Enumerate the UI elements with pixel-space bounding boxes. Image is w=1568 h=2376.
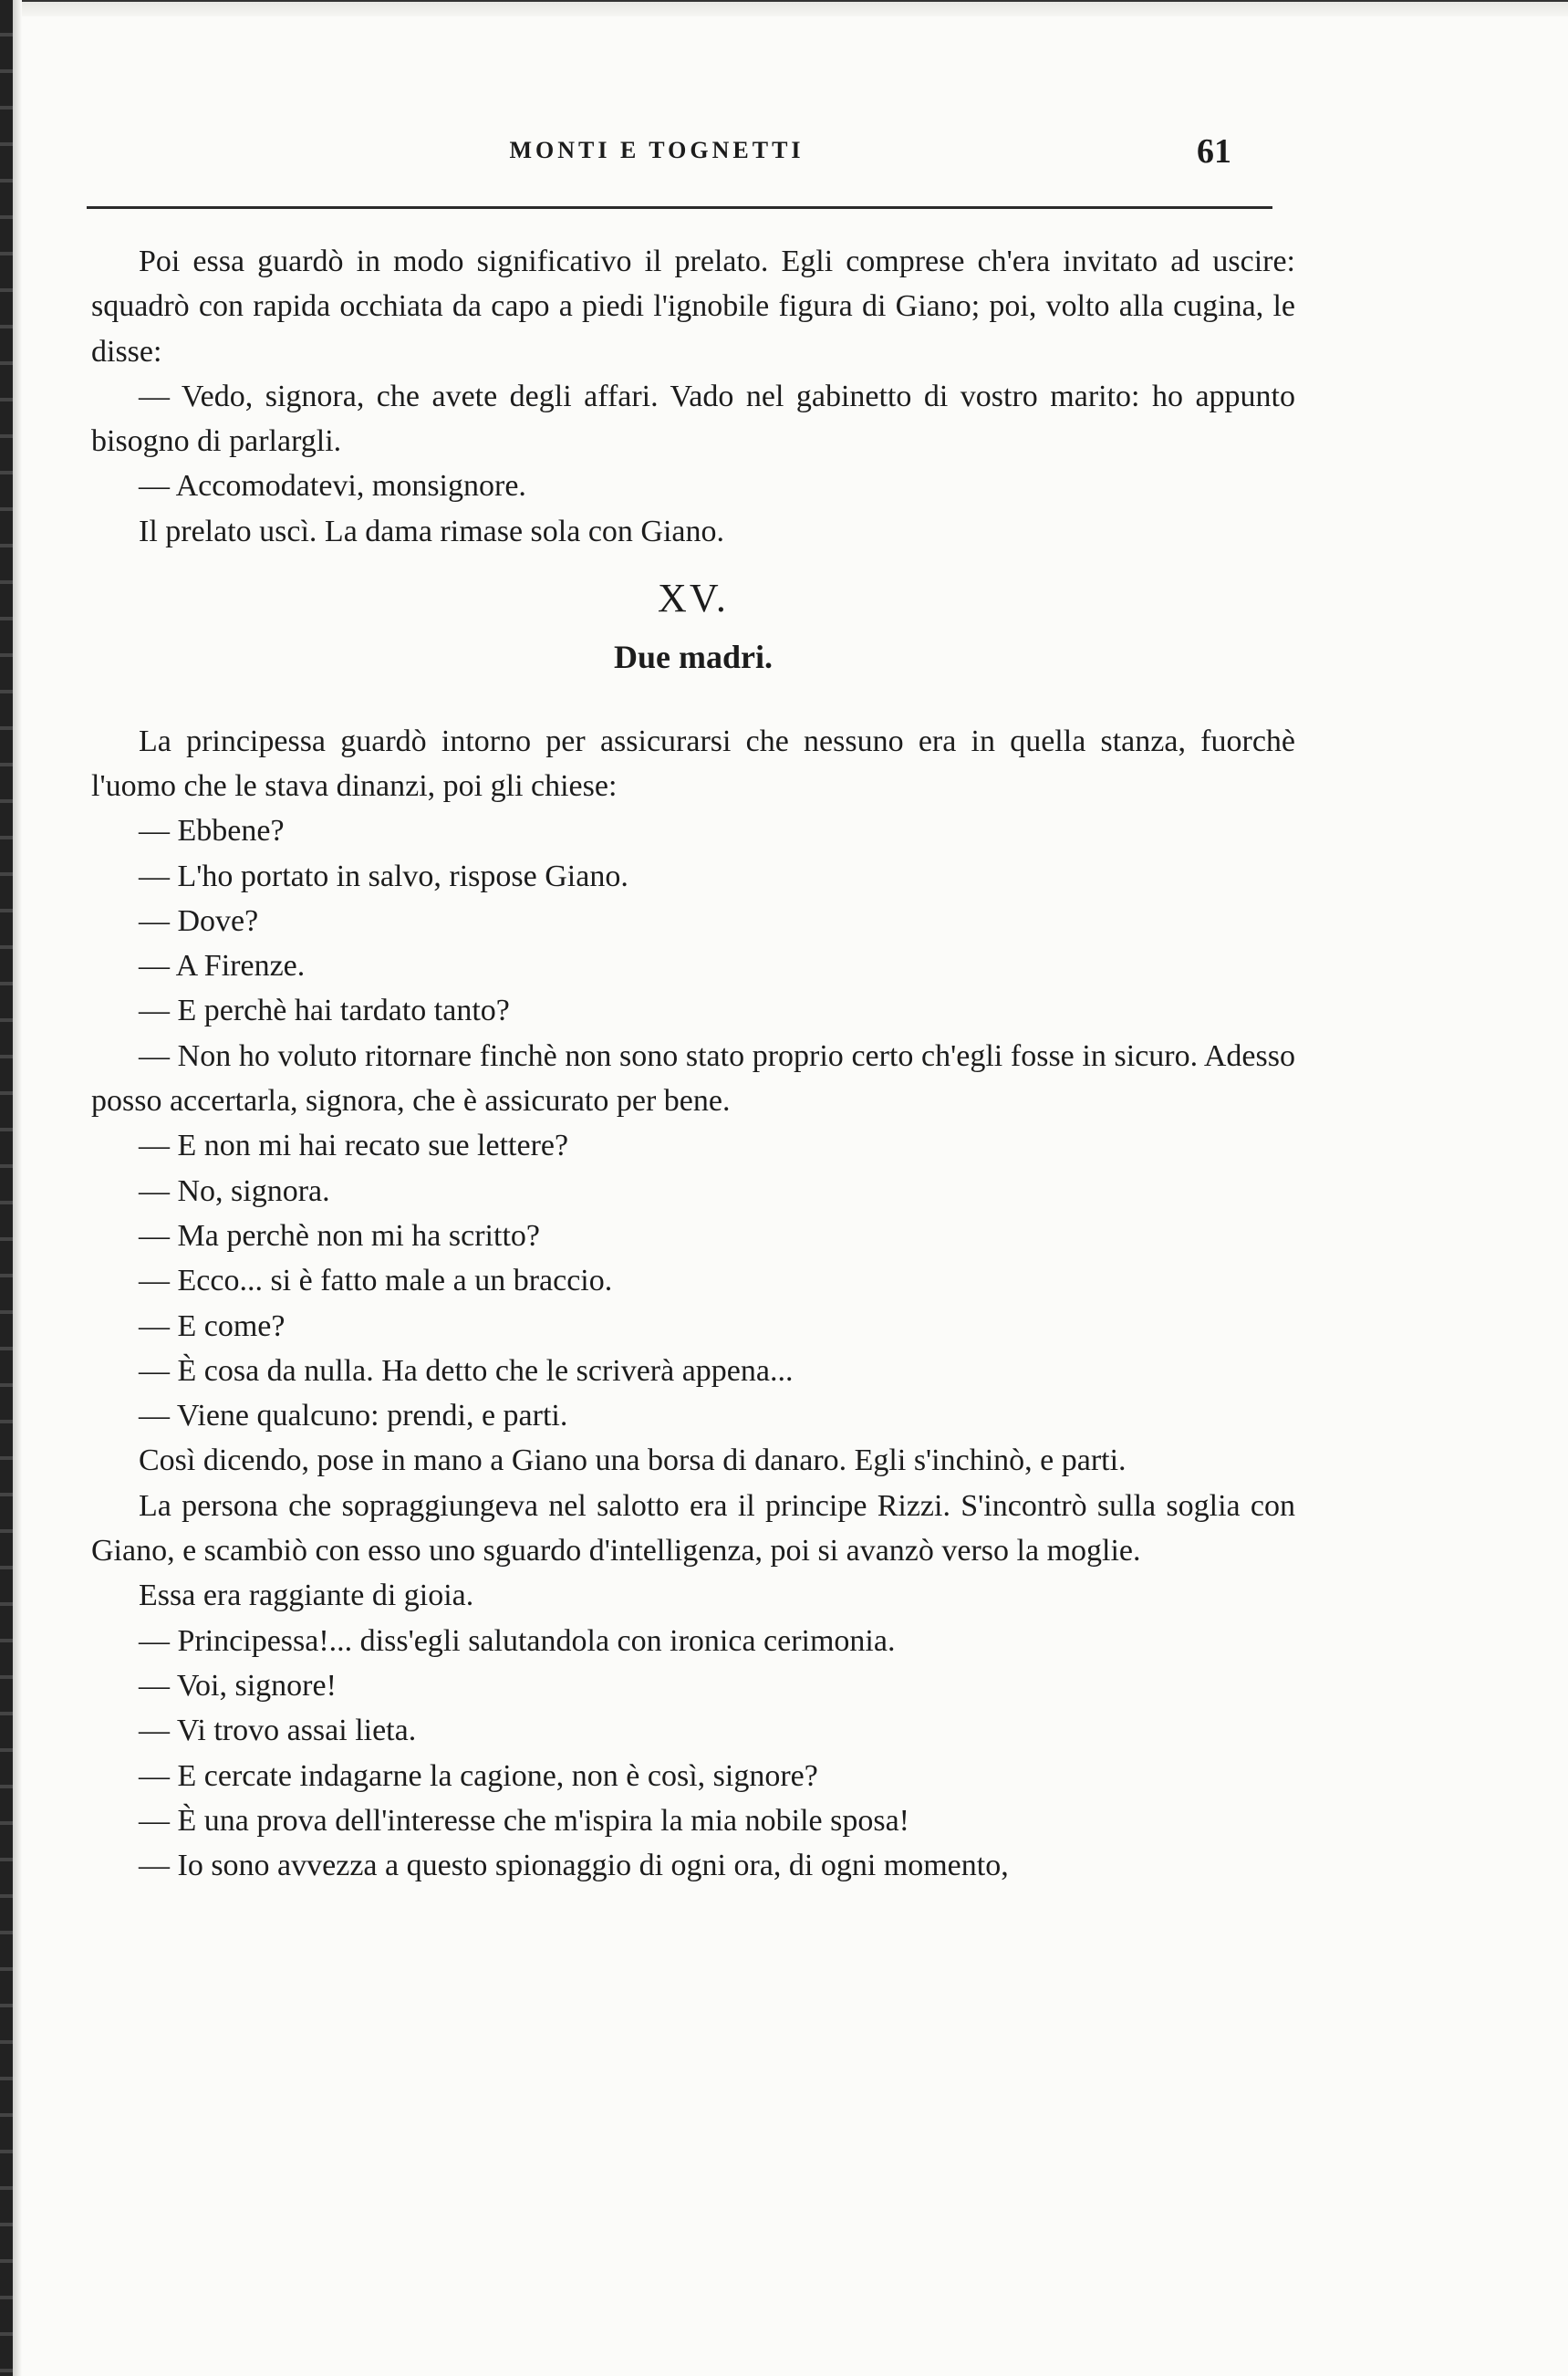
header-rule	[87, 206, 1272, 209]
paragraph: — Accomodatevi, monsignore.	[139, 469, 526, 504]
page-body	[91, 239, 1295, 1888]
paragraph: — Non ho voluto ritornare finchè non sono stato proprio certo ch'egli fosse in sicuro. Adesso posso accertarla, signora, che è assicurato per bene.	[91, 1038, 1295, 1119]
paragraph: Il prelato uscì. La dama rimase sola con Giano.	[139, 514, 724, 548]
scan-top-edge	[0, 0, 1568, 16]
paragraph: La principessa guardò intorno per assicurarsi che nessuno era in quella stanza, fuorchè l'uomo che le stava dinanzi, poi gli chiese:	[91, 724, 1295, 803]
paragraph: Essa era raggiante di gioia.	[139, 1579, 474, 1613]
scan-left-edge	[0, 0, 13, 2376]
paragraph: — E cercate indagarne la cagione, non è così, signore?	[139, 1758, 818, 1793]
paragraph: — Io sono avvezza a questo spionaggio di ogni ora, di ogni momento,	[139, 1849, 1009, 1883]
paragraph: — Vedo, signora, che avete degli affari. Vado nel gabinetto di vostro marito: ho appunto bisogno di parlargli.	[91, 379, 1295, 459]
running-title: MONTI E TOGNETTI	[509, 137, 805, 163]
paragraph: — Ebbene?	[139, 814, 285, 849]
paragraph: Poi essa guardò in modo significativo il prelato. Egli comprese ch'era invitato ad uscire: squadrò con rapida occhiata da capo a piedi l'ignobile figura di Giano; poi, volto alla cugina, le disse:	[91, 245, 1295, 369]
paragraph: — Principessa!... diss'egli salutandola con ironica cerimonia.	[139, 1623, 896, 1658]
paragraph: — Ma perchè non mi ha scritto?	[139, 1218, 540, 1253]
paragraph: — È cosa da nulla. Ha detto che le scriverà appena...	[139, 1353, 794, 1388]
paragraph: — No, signora.	[139, 1173, 330, 1208]
paragraph: — E non mi hai recato sue lettere?	[139, 1129, 569, 1163]
paragraph: Così dicendo, pose in mano a Giano una borsa di danaro. Egli s'inchinò, e parti.	[139, 1443, 1127, 1478]
paragraph: — È una prova dell'interesse che m'ispira la mia nobile sposa!	[139, 1803, 910, 1838]
paragraph: — L'ho portato in salvo, rispose Giano.	[139, 859, 628, 893]
paragraph: — Viene qualcuno: prendi, e parti.	[139, 1399, 568, 1433]
running-head	[82, 132, 1231, 173]
page-number: 61	[1197, 132, 1231, 171]
paragraph: — E come?	[139, 1308, 286, 1343]
paragraph: — Voi, signore!	[139, 1668, 337, 1703]
paragraph: — Dove?	[139, 903, 259, 938]
paragraph: La persona che sopraggiungeva nel salotto era il principe Rizzi. S'incontrò sulla soglia con Giano, e scambiò con esso uno sguardo d'intelligenza, poi si avanzò verso la moglie.	[91, 1488, 1295, 1568]
paragraph: — A Firenze.	[139, 949, 306, 984]
paragraph: — E perchè hai tardato tanto?	[139, 994, 510, 1028]
chapter-number: XV.	[658, 576, 729, 621]
paragraph: — Ecco... si è fatto male a un braccio.	[139, 1264, 613, 1298]
paragraph: — Vi trovo assai lieta.	[139, 1714, 417, 1748]
chapter-title: Due madri.	[614, 639, 773, 676]
scan-left-shade	[13, 0, 22, 2376]
